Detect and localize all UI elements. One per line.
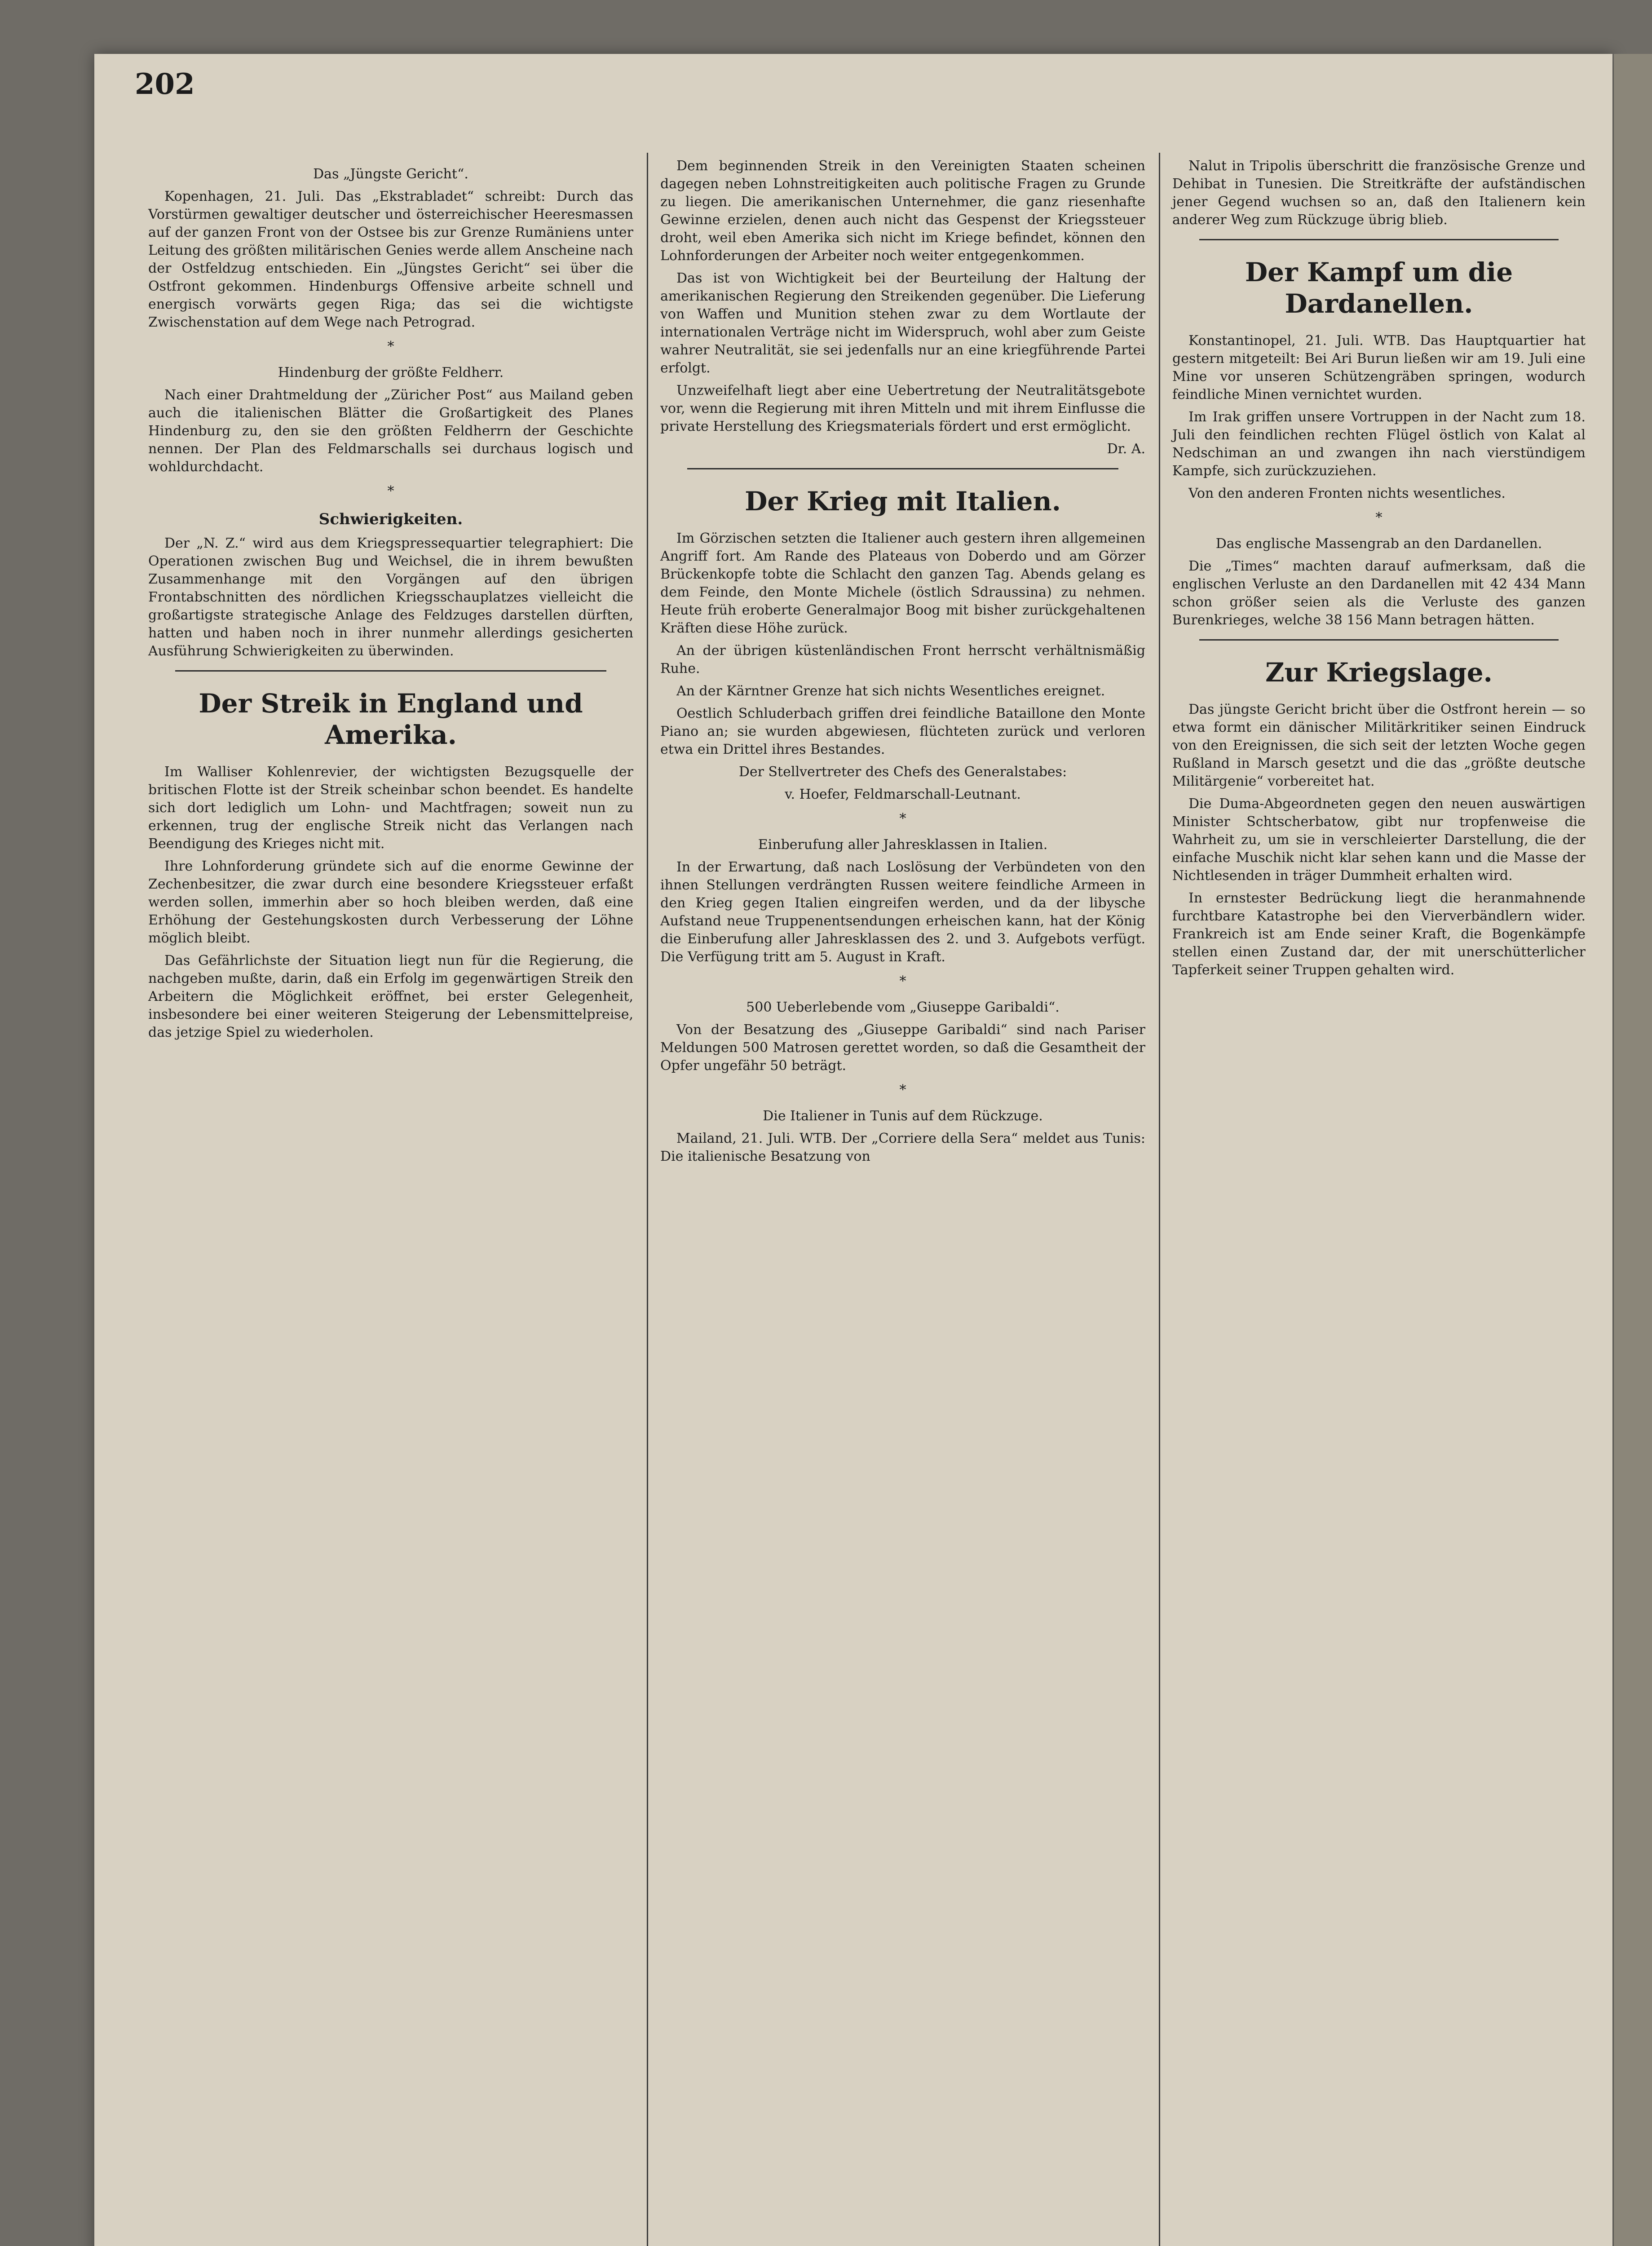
- divider: [175, 670, 606, 672]
- paragraph: Das ist von Wichtigkeit bei der Beurteilung der Haltung der amerikanischen Regierung den Streikenden gegenüber. Die Lieferung von Waffen und Munition stehen zwar zu dem Wortlaute der internationalen Verträge nicht im Widerspruch, wohl aber zum Geiste wahrer Neutralität, sie sei jedenfalls nur an eine kriegführende Partei erfolgt.: [660, 270, 1145, 376]
- separator-star: *: [387, 339, 394, 354]
- divider: [1199, 639, 1559, 641]
- paragraph: An der Kärntner Grenze hat sich nichts Wesentliches ereignet.: [676, 683, 1105, 699]
- article-title: Der Krieg mit Italien.: [745, 486, 1061, 517]
- paragraph: Unzweifelhaft liegt aber eine Uebertretung der Neutralitätsgebote vor, wenn die Regierung mit ihren Mitteln und mit ihrem Einflusse die private Herstellung des Kriegsmaterials fördert und erst ermöglicht.: [660, 383, 1145, 434]
- subheading: 500 Ueberlebende vom „Giuseppe Garibaldi“.: [746, 999, 1060, 1015]
- paragraph: Konstantinopel, 21. Juli. WTB. Das Hauptquartier hat gestern mitgeteilt: Bei Ari Burun ließen wir am 19. Juli eine Mine vor unseren Schützengräben springen, wodurch feindliche Minen vernichtet wurden.: [1172, 333, 1586, 402]
- signature-line: Der Stellvertreter des Chefs des Generalstabes:: [738, 764, 1067, 780]
- separator-star: *: [899, 973, 906, 989]
- page-number: 202: [135, 67, 195, 101]
- separator-star: *: [899, 1082, 906, 1098]
- paragraph: Der „N. Z.“ wird aus dem Kriegspressequartier telegraphiert: Die Operationen zwischen Bug und Weichsel, die in ihrem bewußten Zusammenhange mit den Vorgängen auf den übrigen Frontabschnitten des nördlichen Kriegsschauplatzes vielleicht die großartigste strategische Anlage des Feldzuges darstellen dürften, hatten und haben noch in ihrer nunmehr allerdings gesicherten Ausführung Schwierigkeiten zu überwinden.: [148, 535, 633, 659]
- paragraph: Im Walliser Kohlenrevier, der wichtigsten Bezugsquelle der britischen Flotte ist der Streik scheinbar schon beendet. Es handelte sich dort lediglich um Lohn- und Machtfragen; soweit nun zu erkennen, trug der englische Streik nicht das Verlangen nach Beendigung des Krieges nicht mit.: [148, 764, 633, 852]
- paragraph: Nalut in Tripolis überschritt die französische Grenze und Dehibat in Tunesien. Die Streitkräfte der aufständischen jener Gegend wuchsen so an, daß den Italienern kein anderer Weg zum Rückzuge übrig blieb.: [1172, 158, 1586, 228]
- subheading: Die Italiener in Tunis auf dem Rückzuge.: [763, 1108, 1043, 1124]
- paragraph: An der übrigen küstenländischen Front herrscht verhältnismäßig Ruhe.: [660, 643, 1145, 676]
- separator-star: *: [1375, 510, 1383, 526]
- article-title: Zur Kriegslage.: [1265, 657, 1493, 688]
- paragraph: Von der Besatzung des „Giuseppe Garibaldi“ sind nach Pariser Meldungen 500 Matrosen gerettet worden, so daß die Gesamtheit der Opfer ungefähr 50 beträgt.: [660, 1022, 1145, 1074]
- column-1: [148, 157, 633, 1046]
- separator-star: *: [899, 811, 906, 827]
- subheading: Hindenburg der größte Feldherr.: [278, 365, 504, 380]
- paragraph: Die „Times“ machten darauf aufmerksam, daß die englischen Verluste an den Dardanellen mit 42 434 Mann schon größer seien als die Verluste des ganzen Burenkrieges, welche 38 156 Mann betragen hätten.: [1172, 558, 1586, 628]
- paragraph: Im Görzischen setzten die Italiener auch gestern ihren allgemeinen Angriff fort. Am Rande des Plateaus von Doberdo und am Görzer Brückenkopfe tobte die Schlacht den ganzen Tag. Abends gelang es dem Feinde, den Monte Michele (östlich Sdraussina) zu nehmen. Heute früh eroberte Generalmajor Boog mit bisher zurückgehaltenen Kräften diese Höhe zurück.: [660, 531, 1145, 636]
- divider: [1199, 239, 1559, 240]
- paragraph: Das jüngste Gericht bricht über die Ostfront herein — so etwa formt ein dänischer Militärkritiker seinen Eindruck von den Ereignissen, die sich seit der letzten Woche gegen Rußland in Marsch gesetzt und die das „größte deutsche Militärgenie“ vorbereitet hat.: [1172, 702, 1586, 789]
- paragraph: In der Erwartung, daß nach Loslösung der Verbündeten von den ihnen Stellungen verdrängten Russen weitere feindliche Armeen in den Krieg gegen Italien eingreifen werden, und da der libysche Aufstand neue Truppenentsendungen erheischen kann, hat der König die Einberufung aller Jahresklassen des 2. und 3. Aufgebots verfügt. Die Verfügung tritt am 5. August in Kraft.: [660, 859, 1145, 965]
- paragraph: Oestlich Schluderbach griffen drei feindliche Bataillone den Monte Piano an; sie wurden abgewiesen, flüchteten zurück und verloren etwa ein Drittel ihres Bestandes.: [660, 706, 1145, 757]
- paragraph: Von den anderen Fronten nichts wesentliches.: [1188, 486, 1506, 501]
- column-3: [1172, 157, 1586, 984]
- divider: [687, 468, 1118, 469]
- paragraph: Kopenhagen, 21. Juli. Das „Ekstrabladet“ schreibt: Durch das Vorstürmen gewaltiger deutscher und österreichischer Heeresmassen auf der ganzen Front von der Ostsee bis zur Grenze Rumäniens unter Leitung des größten militärischen Genies werde allem Anscheine nach der Ostfeldzug entschieden. Ein „Jüngstes Gericht“ sei über die Ostfront gekommen. Hindenburgs Offensive arbeite schnell und energisch vorwärts gegen Riga; das sei die wichtigste Zwischenstation auf dem Wege nach Petrograd.: [148, 189, 633, 330]
- paragraph: Nach einer Drahtmeldung der „Züricher Post“ aus Mailand geben auch die italienischen Blätter die Großartigkeit des Planes Hindenburg zu, den sie den größten Feldherrn der Geschichte nennen. Der Plan des Feldmarschalls sei durchaus logisch und wohldurchdacht.: [148, 387, 633, 475]
- paragraph: Im Irak griffen unsere Vortruppen in der Nacht zum 18. Juli den feindlichen rechten Flügel östlich von Kalat al Nedschiman an und zwangen ihn nach vierstündigem Kampfe, sich zurückzuziehen.: [1172, 409, 1586, 479]
- paragraph: Mailand, 21. Juli. WTB. Der „Corriere della Sera“ meldet aus Tunis: Die italienische Besatzung von: [660, 1131, 1145, 1164]
- article-heading: Das „Jüngste Gericht“.: [313, 166, 468, 182]
- subheading: Schwierigkeiten.: [318, 510, 463, 528]
- article-title: Der Kampf um die Dardanellen.: [1245, 257, 1513, 319]
- paragraph: Ihre Lohnforderung gründete sich auf die enorme Gewinne der Zechenbesitzer, die zwar durch eine besondere Kriegssteuer erfaßt werden sollen, immerhin aber so hoch bleiben werden, daß eine Erhöhung der Gestehungskosten durch Verbesserung der Löhne möglich bleibt.: [148, 858, 633, 946]
- separator-star: *: [387, 483, 394, 499]
- column-rule-1: [647, 153, 648, 2246]
- paragraph: In ernstester Bedrückung liegt die heranmahnende furchtbare Katastrophe bei den Vierverbändlern wider. Frankreich ist am Ende seiner Kraft, die Bogenkämpfe stellen einen Zustand dar, der mit unerschütterlicher Tapferkeit seiner Truppen gehalten wird.: [1172, 890, 1586, 978]
- subheading: Einberufung aller Jahresklassen in Italien.: [758, 837, 1048, 853]
- byline: Dr. A.: [1107, 441, 1145, 457]
- paragraph: Das Gefährlichste der Situation liegt nun für die Regierung, die nachgeben mußte, darin, daß ein Erfolg im gegenwärtigen Streik den Arbeitern die Möglichkeit eröffnet, bei erster Gelegenheit, insbesondere bei einer weiteren Steigerung der Lebensmittelpreise, das jetzige Spiel zu wiederholen.: [148, 953, 633, 1040]
- signature-line: v. Hoefer, Feldmarschall-Leutnant.: [785, 787, 1021, 802]
- column-2: [660, 157, 1145, 1170]
- column-rule-2: [1159, 153, 1160, 2246]
- article-title: Der Streik in England und Amerika.: [199, 688, 583, 750]
- subheading: Das englische Massengrab an den Dardanellen.: [1215, 536, 1542, 552]
- paragraph: Dem beginnenden Streik in den Vereinigten Staaten scheinen dagegen neben Lohnstreitigkeiten auch politische Fragen zu Grunde zu liegen. Die amerikanischen Unternehmer, die ganz riesenhafte Gewinne erzielen, denen auch nicht das Gespenst der Kriegssteuer droht, weil eben Amerika sich nicht im Kriege befindet, können den Lohnforderungen der Arbeiter noch weiter entgegenkommen.: [660, 158, 1145, 264]
- paragraph: Die Duma-Abgeordneten gegen den neuen auswärtigen Minister Schtscherbatow, gibt nur tropfenweise die Wahrheit zu, um sie in verschleierter Darstellung, die der einfache Muschik nicht klar sehen kann und die Masse der Nichtlesenden in träger Dummheit erhalten wird.: [1172, 796, 1586, 884]
- page-edge: [1614, 54, 1652, 2246]
